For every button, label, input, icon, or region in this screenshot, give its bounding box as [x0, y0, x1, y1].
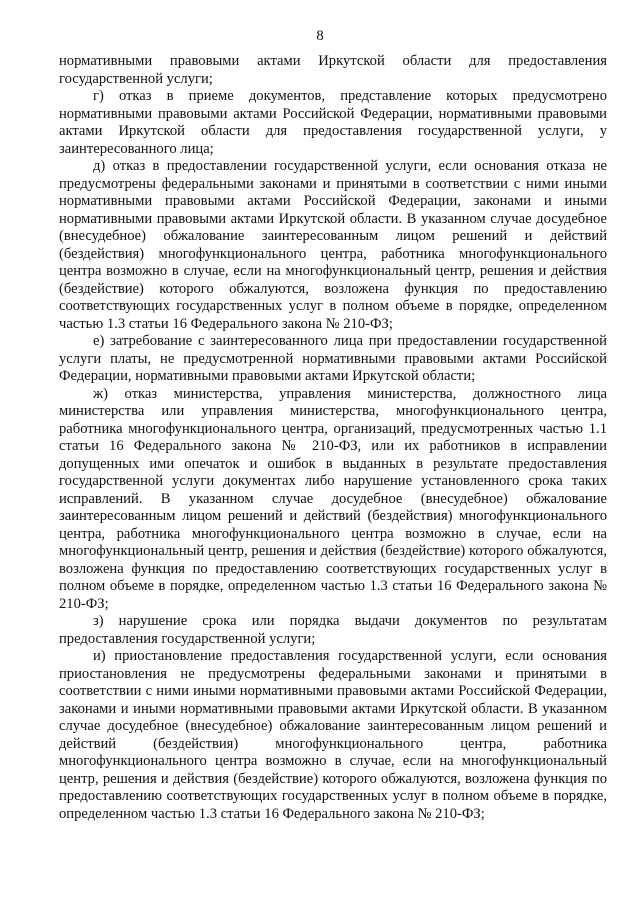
document-body — [59, 53, 607, 823]
page-number: 8 — [316, 28, 324, 44]
paragraph-item-z: з) нарушение срока или порядка выдачи документов по результатам предоставления государственной услуги; — [59, 613, 607, 647]
paragraph-item-g: г) отказ в приеме документов, представление которых предусмотрено нормативными правовыми актами Российской Федерации, нормативными правовыми актами Иркутской области для предоставления государственной услуги, у заинтересованного лица; — [59, 88, 607, 157]
paragraph-item-e: е) затребование с заинтересованного лица при предоставлении государственной услуги платы, не предусмотренной нормативными правовыми актами Российской Федерации, нормативными правовыми актами Иркутской области; — [59, 333, 607, 384]
paragraph-continuation: нормативными правовыми актами Иркутской области для предоставления государственной услуги; — [59, 53, 607, 87]
paragraph-item-zh: ж) отказ министерства, управления министерства, должностного лица министерства или управления министерства, многофункционального центра, работника многофункционального центра, организаций, предусмотренных частью 1.1 статьи 16 Федерального закона № 210-ФЗ, или их работников в исправлении допущенных ими опечаток и ошибок в выданных в результате предоставления государственной услуги документах либо нарушение установленного срока таких исправлений. В указанном случае досудебное (внесудебное) обжалование заинтересованным лицом решений и действий (бездействия) многофункционального центра, работника многофункционального центра возможно в случае, если на многофункциональный центр, решения и действия (бездействие) которого обжалуются, возложена функция по предоставлению соответствующих государственных услуг в полном объеме в порядке, определенном частью 1.3 статьи 16 Федерального закона № 210-ФЗ; — [59, 385, 607, 612]
paragraph-item-d: д) отказ в предоставлении государственной услуги, если основания отказа не предусмотрены федеральными законами и принятыми в соответствии с ними иными нормативными правовыми актами Российской Федерации, законами и иными нормативными правовыми актами Иркутской области. В указанном случае досудебное (внесудебное) обжалование заинтересованным лицом решений и действий (бездействия) многофункционального центра, работника многофункционального центра возможно в случае, если на многофункциональный центр, решения и действия (бездействие) которого обжалуются, возложена функция по предоставлению соответствующих государственных услуг в полном объеме в порядке, определенном частью 1.3 статьи 16 Федерального закона № 210-ФЗ; — [59, 158, 607, 332]
paragraph-item-i: и) приостановление предоставления государственной услуги, если основания приостановления не предусмотрены федеральными законами и принятыми в соответствии с ними иными нормативными правовыми актами Российской Федерации, законами и иными нормативными правовыми актами Иркутской области. В указанном случае досудебное (внесудебное) обжалование заинтересованным лицом решений и действий (бездействия) многофункционального центра, работника многофункционального центра возможно в случае, если на многофункциональный центр, решения и действия (бездействие) которого обжалуются, возложена функция по предоставлению соответствующих государственных услуг в полном объеме в порядке, определенном частью 1.3 статьи 16 Федерального закона № 210-ФЗ; — [59, 648, 607, 822]
